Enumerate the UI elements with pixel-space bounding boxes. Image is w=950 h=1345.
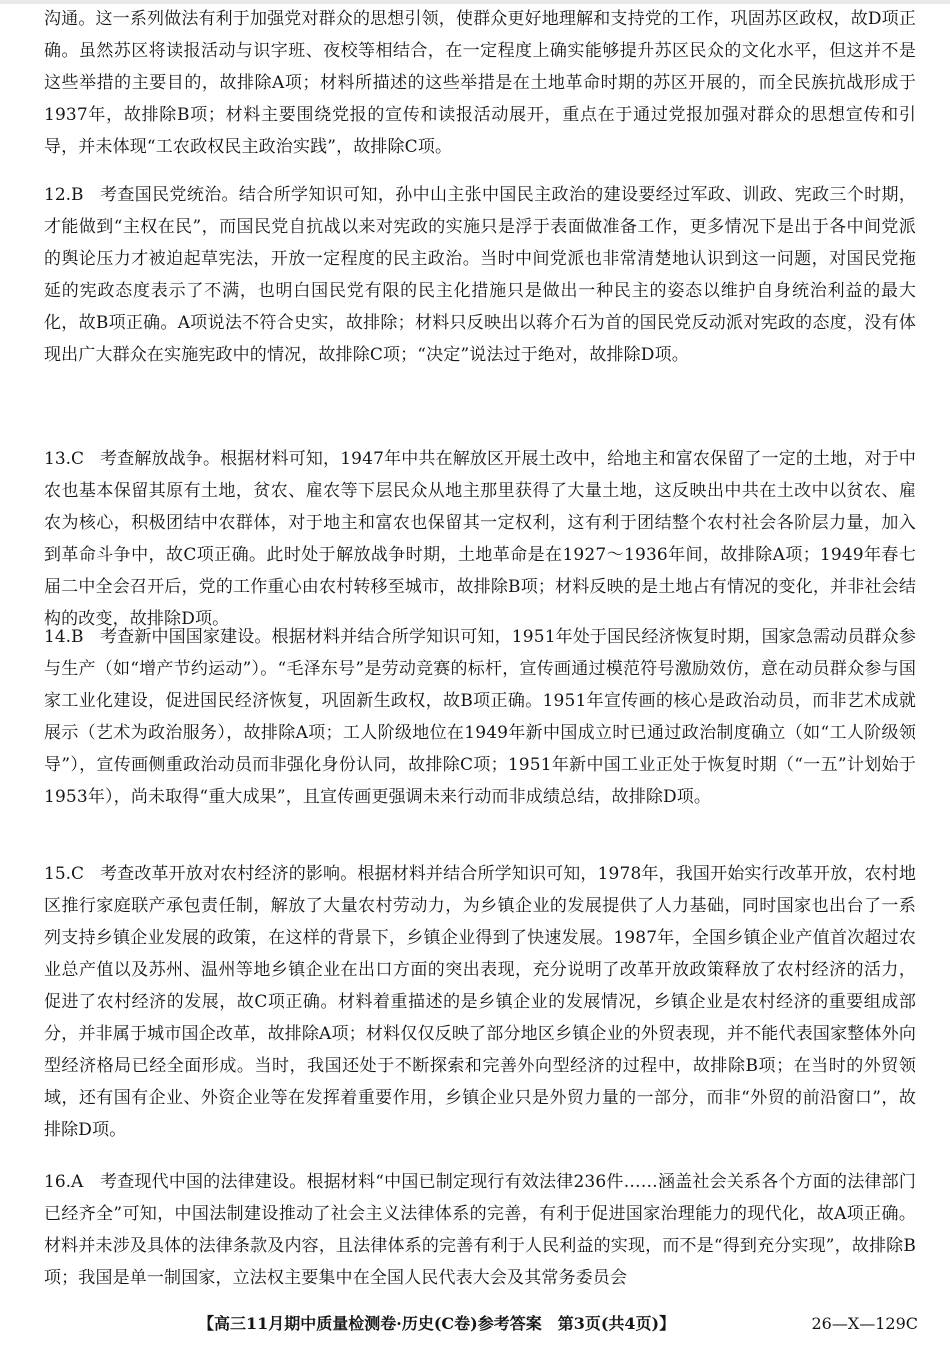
answer-number: 12.B — [44, 185, 84, 205]
footer-code: 26—X—129C — [811, 1314, 918, 1333]
answer-explanation: 考查新中国国家建设。根据材料并结合所学知识可知，1951年处于国民经济恢复时期，国家急需动员群众参与生产（如“增产节约运动”）。“毛泽东号”是劳动竞赛的标杆，宣传画通过模范符号激励效仿，意在动员群众参与国家工业化建设，促进国民经济恢复，巩固新生政权，故B项正确。1951年宣传画的核心是政治动员，而非艺术成就展示（艺术为政治服务），故排除A项；工人阶级地位在1949年新中国成立时已通过政治制度确立（如“工人阶级领导”），宣传画侧重政治动员而非强化身份认同，故排除C项；1951年新中国工业正处于恢复时期（“一五”计划始于1953年），尚未取得“重大成果”，且宣传画更强调未来行动而非成绩总结，故排除D项。 — [44, 627, 916, 807]
answer-number: 15.C — [44, 864, 85, 884]
answer-explanation: 考查国民党统治。结合所学知识可知，孙中山主张中国民主政治的建设要经过军政、训政、宪政三个时期，才能做到“主权在民”，而国民党自抗战以来对宪政的实施只是浮于表面做准备工作，更多情况下是出于各中间党派的舆论压力才被迫起草宪法，开放一定程度的民主政治。当时中间党派也非常清楚地认识到这一问题，对国民党拖延的宪政态度表示了不满，也明白国民党有限的民主化措施只是做出一种民主的姿态以维护自身统治利益的最大化，故B项正确。A项说法不符合史实，故排除；材料只反映出以蒋介石为首的国民党反动派对宪政的态度，没有体现出广大群众在实施宪政中的情况，故排除C项；“决定”说法过于绝对，故排除D项。 — [44, 185, 916, 365]
answer-item-16 — [44, 1166, 916, 1294]
page-footer — [198, 1311, 918, 1337]
answer-item-15 — [44, 858, 916, 1146]
footer-title: 【高三11月期中质量检测卷·历史(C卷)参考答案 第3页(共4页)】 — [198, 1314, 676, 1333]
answer-item-12 — [44, 179, 916, 371]
answer-explanation: 考查改革开放对农村经济的影响。根据材料并结合所学知识可知，1978年，我国开始实行改革开放，农村地区推行家庭联产承包责任制，解放了大量农村劳动力，为乡镇企业的发展提供了人力基础，同时国家也出台了一系列支持乡镇企业发展的政策，在这样的背景下，乡镇企业得到了快速发展。1987年，全国乡镇企业产值首次超过农业总产值以及苏州、温州等地乡镇企业在出口方面的突出表现，充分说明了改革开放政策释放了农村经济的活力，促进了农村经济的发展，故C项正确。材料着重描述的是乡镇企业的发展情况，乡镇企业是农村经济的重要组成部分，并非属于城市国企改革，故排除A项；材料仅仅反映了部分地区乡镇企业的外贸表现，并不能代表国家整体外向型经济格局已经全面形成。当时，我国还处于不断探索和完善外向型经济的过程中，故排除B项；在当时的外贸领域，还有国有企业、外资企业等在发挥着重要作用，乡镇企业只是外贸力量的一部分，而非“外贸的前沿窗口”，故排除D项。 — [44, 864, 916, 1140]
answer-number: 16.A — [44, 1172, 84, 1192]
answer-number: 14.B — [44, 627, 84, 647]
intro-paragraph: 沟通。这一系列做法有利于加强党对群众的思想引领，使群众更好地理解和支持党的工作，巩固苏区政权，故D项正确。虽然苏区将读报活动与识字班、夜校等相结合，在一定程度上确实能够提升苏区民众的文化水平，但这并不是这些举措的主要目的，故排除A项；材料所描述的这些举措是在土地革命时期的苏区开展的，而全民族抗战形成于1937年，故排除B项；材料主要围绕党报的宣传和读报活动展开，重点在于通过党报加强对群众的思想宣传和引导，并未体现“工农政权民主政治实践”，故排除C项。 — [44, 9, 916, 157]
answer-item-13 — [44, 443, 916, 635]
answer-item-14 — [44, 621, 916, 813]
answer-explanation: 考查现代中国的法律建设。根据材料“中国已制定现行有效法律236件……涵盖社会关系各个方面的法律部门已经齐全”可知，中国法制建设推动了社会主义法律体系的完善，有利于促进国家治理能力的现代化，故A项正确。材料并未涉及具体的法律条款及内容，且法律体系的完善有利于人民利益的实现，而不是“得到充分实现”，故排除B项；我国是单一制国家，立法权主要集中在全国人民代表大会及其常务委员会 — [44, 1172, 917, 1288]
answer-explanation: 考查解放战争。根据材料可知，1947年中共在解放区开展土改中，给地主和富农保留了一定的土地，对于中农也基本保留其原有土地，贫农、雇农等下层民众从地主那里获得了大量土地，这反映出中共在土改中以贫农、雇农为核心，积极团结中农群体，对于地主和富农也保留其一定权利，这有利于团结整个农村社会各阶层力量，加入到革命斗争中，故C项正确。此时处于解放战争时期，土地革命是在1927～1936年间，故排除A项；1949年春七届二中全会召开后，党的工作重心由农村转移至城市，故排除B项；材料反映的是土地占有情况的变化，并非社会结构的改变，故排除D项。 — [44, 449, 916, 629]
answer-number: 13.C — [44, 449, 85, 469]
